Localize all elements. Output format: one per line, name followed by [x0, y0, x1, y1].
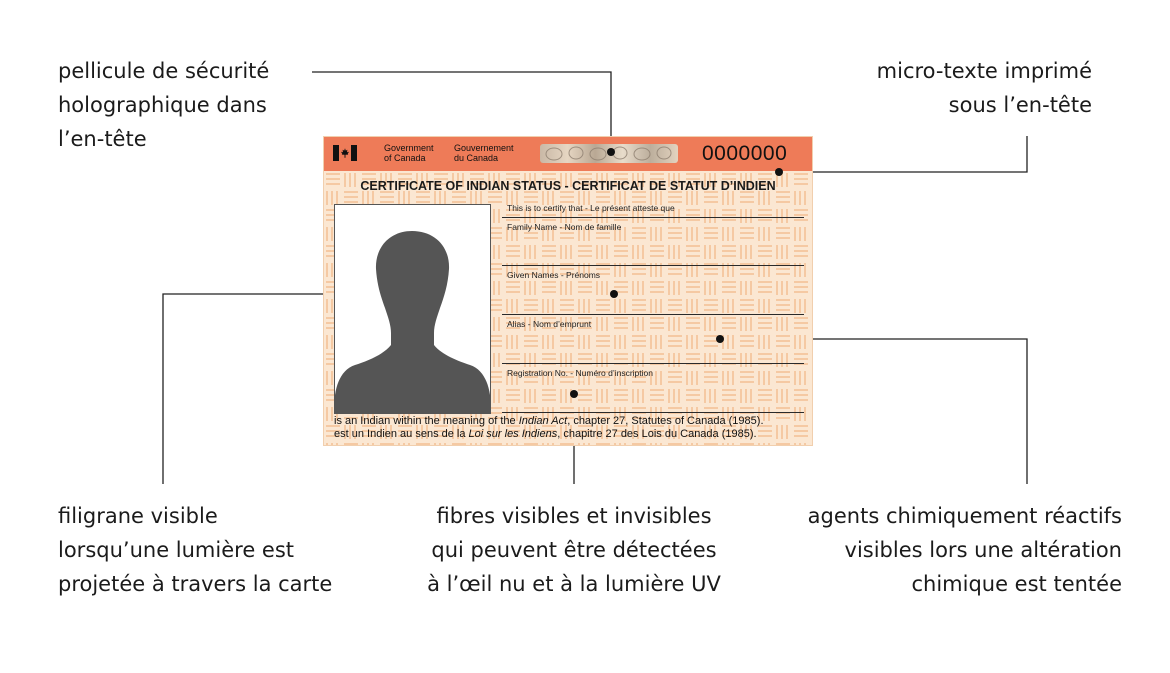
statement-fr [334, 428, 757, 440]
callout-microtext [877, 54, 1092, 122]
callout-hologram-line: holographique dans [58, 93, 267, 117]
status-card [323, 136, 813, 446]
watermark-dot [610, 290, 618, 298]
gov-en [384, 143, 434, 163]
gov-en-line: Government [384, 143, 434, 153]
statement-fr-act: Loi sur les Indiens [468, 428, 558, 440]
field-line [502, 314, 804, 315]
microtext-dot [775, 168, 783, 176]
hologram-dot [607, 148, 615, 156]
callout-fibres-line: fibres visibles et invisibles [436, 504, 712, 528]
field-line [502, 265, 804, 266]
statement-fr-pre: est un Indien au sens de la [334, 428, 469, 440]
family-name-label: Family Name - Nom de famille [507, 222, 622, 232]
callout-microtext-line: micro-texte imprimé [876, 59, 1092, 83]
statement-en-post: , chapter 27, Statutes of Canada (1985). [567, 415, 764, 427]
callout-chemical [808, 499, 1122, 601]
statement-en [334, 415, 764, 427]
statement-en-act: Indian Act [518, 415, 568, 427]
callout-watermark [58, 499, 332, 601]
callout-chemical-line: agents chimiquement réactifs [807, 504, 1122, 528]
callout-hologram-line: pellicule de sécurité [58, 59, 270, 83]
microtext-leader [779, 136, 1027, 172]
gov-en-line: of Canada [384, 153, 426, 163]
card-title: CERTIFICATE OF INDIAN STATUS - CERTIFICAT DE STATUT D’INDIEN [360, 179, 776, 193]
card-header [324, 137, 812, 171]
gov-fr [454, 143, 514, 163]
person-silhouette-icon [335, 205, 490, 413]
field-line [502, 217, 804, 218]
callout-chemical-line: chimique est tentée [911, 572, 1122, 596]
callout-watermark-line: filigrane visible [58, 504, 218, 528]
callout-hologram [58, 54, 269, 156]
callout-microtext-line: sous l’en-tête [948, 93, 1092, 117]
card-number: 0000000 [702, 142, 788, 165]
chemical-dot [716, 335, 724, 343]
statement-en-pre: is an Indian within the meaning of the [334, 415, 519, 427]
registration-label: Registration No. - Numéro d’inscription [507, 368, 653, 378]
field-line [502, 412, 804, 413]
callout-fibres-line: qui peuvent être détectées [431, 538, 717, 562]
callout-hologram-line: l’en-tête [58, 127, 147, 151]
fibres-dot [570, 390, 578, 398]
photo-box [334, 204, 491, 414]
alias-label: Alias - Nom d’emprunt [507, 319, 592, 329]
statement-fr-post: , chapitre 27 des Lois du Canada (1985). [557, 428, 757, 440]
callout-fibres-line: à l’œil nu et à la lumière UV [427, 572, 721, 596]
certify-label: This is to certify that - Le présent atteste que [507, 203, 675, 213]
given-names-label: Given Names - Prénoms [507, 270, 601, 280]
callout-watermark-line: projetée à travers la carte [58, 572, 333, 596]
callout-chemical-line: visibles lors une altération [844, 538, 1122, 562]
canada-flag-icon [333, 145, 357, 161]
gov-fr-line: du Canada [454, 153, 499, 163]
gov-fr-line: Gouvernement [454, 143, 514, 153]
callout-watermark-line: lorsqu’une lumière est [58, 538, 295, 562]
field-line [502, 363, 804, 364]
callout-fibres [404, 499, 744, 601]
